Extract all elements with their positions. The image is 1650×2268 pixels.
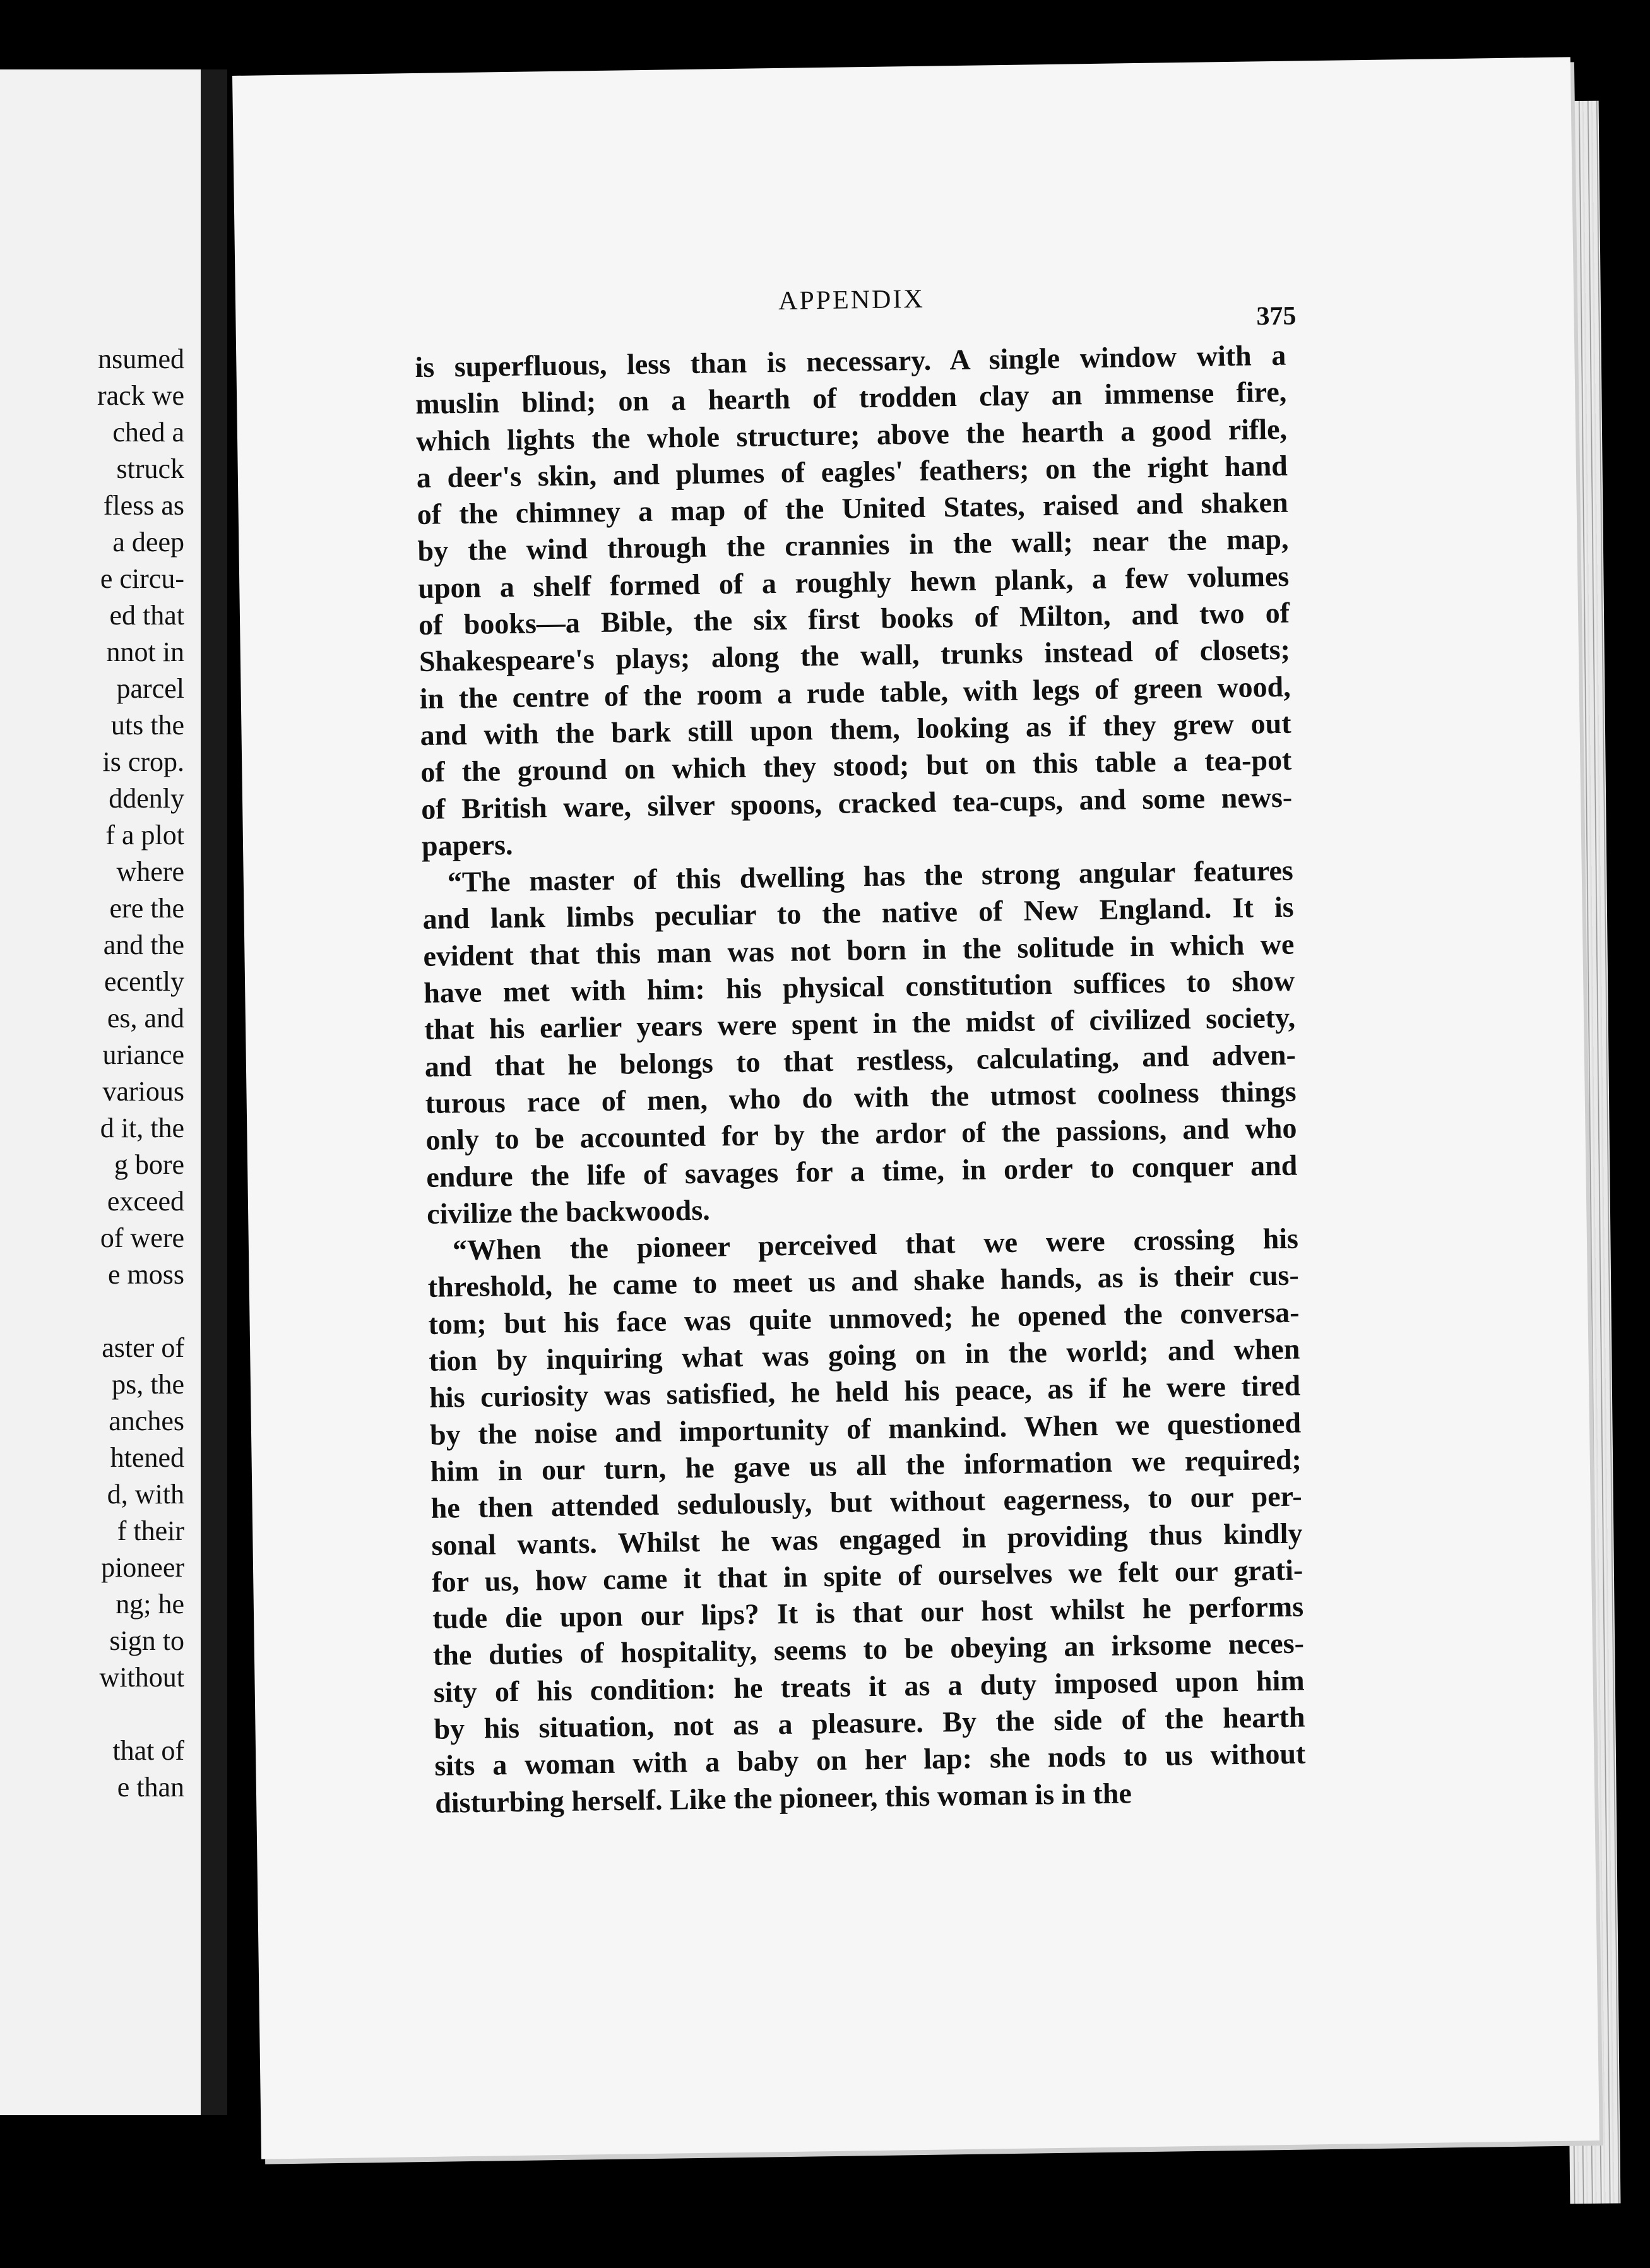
left-page-line: uts the: [110, 710, 184, 741]
text-line: of the chimney a map of the United States, raised and shaken: [417, 486, 1288, 531]
text-line: of books—a Bible, the six first books of Milton, and two of: [418, 596, 1290, 642]
text-line: “The master of this dwelling has the strong angular features: [447, 854, 1294, 898]
text-line: by his situation, not as a pleasure. By the side of the hearth: [434, 1700, 1305, 1745]
text-line: sity of his condition: he treats it as a duty imposed upon him: [433, 1664, 1305, 1709]
right-page: [232, 57, 1600, 2159]
left-page-line: es, and: [107, 1003, 184, 1034]
left-page-line: various: [102, 1076, 184, 1107]
text-line: which lights the whole structure; above the hearth a good rifle,: [415, 412, 1288, 457]
left-page-line: nnot in: [106, 636, 184, 667]
text-line: sonal wants. Whilst he was engaged in providing thus kindly: [431, 1517, 1303, 1561]
text-line: for us, how came it that in spite of ourselves we felt our grati-: [431, 1553, 1303, 1598]
left-page-line: [0, 1293, 184, 1330]
left-page-line: ere the: [109, 893, 184, 924]
left-page-line: e circu-: [100, 563, 184, 594]
left-page-line: of were: [100, 1222, 184, 1253]
left-page-line: e than: [117, 1772, 184, 1803]
text-line: have met with him: his physical constitution suffices to show: [423, 964, 1295, 1009]
left-page-line: g bore: [114, 1149, 184, 1180]
left-page-line: aster of: [102, 1332, 184, 1363]
text-line: muslin blind; on a hearth of trodden clay an immense fire,: [415, 376, 1287, 421]
left-page-line: is crop.: [102, 746, 184, 777]
left-page-line: parcel: [116, 673, 184, 704]
left-page-line: e moss: [108, 1259, 184, 1290]
text-line: of the ground on which they stood; but on this table a tea-pot: [420, 743, 1292, 789]
left-page-line: where: [116, 856, 184, 887]
text-line: only to be accounted for by the ardor of the passions, and who: [425, 1111, 1297, 1157]
text-line: threshold, he came to meet us and shake hands, as is their cus-: [427, 1259, 1300, 1304]
text-line: him in our turn, he gave us all the information we required;: [430, 1443, 1302, 1488]
left-page-text: [0, 341, 184, 1806]
left-page-line: nsumed: [98, 343, 184, 374]
left-page-line: pioneer: [101, 1552, 184, 1583]
text-line: and that he belongs to that restless, calculating, and adven-: [424, 1038, 1297, 1083]
left-page-line: d, with: [107, 1479, 184, 1510]
text-line: and with the bark still upon them, looking as if they grew out: [420, 707, 1291, 751]
text-line: upon a shelf formed of a roughly hewn plank, a few volumes: [417, 559, 1290, 604]
text-line: Shakespeare's plays; along the wall, trunks instead of closets;: [418, 633, 1291, 678]
text-line: tion by inquiring what was going on in the world; and when: [429, 1332, 1300, 1377]
left-page-line: ddenly: [109, 783, 184, 814]
left-page-line: ecently: [104, 966, 184, 997]
left-page-line: exceed: [107, 1186, 184, 1217]
body-text: [415, 337, 1306, 1822]
text-line: turous race of men, who do with the utmost coolness things: [425, 1075, 1297, 1119]
left-page-line: that of: [112, 1735, 184, 1766]
left-page-line: f their: [117, 1515, 184, 1546]
left-page-line: fless as: [103, 490, 184, 521]
running-head: APPENDIX: [778, 284, 925, 316]
page-number: 375: [1256, 301, 1297, 331]
text-line: and lank limbs peculiar to the native of New England. It is: [422, 891, 1294, 936]
left-page-line: htened: [110, 1442, 184, 1473]
text-line: endure the life of savages for a time, in order to conquer and: [426, 1149, 1298, 1193]
book-gutter: [201, 69, 227, 2115]
text-line: is superfluous, less than is necessary. A single window with a: [415, 338, 1286, 384]
text-line: by the wind through the crannies in the wall; near the map,: [417, 523, 1289, 568]
left-page: [0, 69, 201, 2115]
left-page-line: and the: [103, 929, 184, 960]
text-line: that his earlier years were spent in the midst of civilized society,: [424, 1001, 1296, 1046]
left-page-line: a deep: [112, 527, 184, 558]
left-page-line: ng; he: [116, 1589, 184, 1620]
text-line: by the noise and importunity of mankind. When we questioned: [429, 1406, 1302, 1451]
left-page-line: struck: [116, 453, 184, 484]
left-page-line: sign to: [109, 1625, 184, 1656]
text-line: sits a woman with a baby on her lap: she nods to us without: [434, 1737, 1306, 1782]
left-page-line: [0, 1696, 184, 1733]
text-line: his curiosity was satisfied, he held his peace, as if he were tired: [429, 1369, 1301, 1414]
text-line: he then attended sedulously, but without eagerness, to our per-: [430, 1479, 1302, 1525]
text-line: civilize the backwoods.: [426, 1193, 710, 1230]
left-page-line: d it, the: [100, 1113, 184, 1143]
text-line: a deer's skin, and plumes of eagles' feathers; on the right hand: [416, 449, 1288, 494]
text-line: tude die upon our lips? It is that our host whilst he performs: [432, 1590, 1304, 1635]
text-line: evident that this man was not born in the solitude in which we: [423, 928, 1295, 972]
left-page-line: f a plot: [105, 820, 184, 850]
text-line: papers.: [421, 828, 513, 862]
left-page-line: uriance: [102, 1039, 184, 1070]
text-line: in the centre of the room a rude table, with legs of green wood,: [419, 670, 1291, 715]
left-page-line: rack we: [97, 380, 184, 411]
left-page-line: ed that: [109, 600, 184, 631]
text-line: “When the pioneer perceived that we were crossing his: [452, 1222, 1299, 1267]
left-page-line: ps, the: [112, 1369, 184, 1400]
left-page-line: anches: [109, 1406, 184, 1436]
left-page-line: ched a: [112, 417, 184, 448]
text-line: of British ware, silver spoons, cracked tea-cups, and some news-: [420, 780, 1293, 825]
text-line: tom; but his face was quite unmoved; he opened the conversa-: [428, 1296, 1300, 1340]
left-page-line: without: [99, 1662, 184, 1693]
text-line: the duties of hospitality, seems to be obeying an irksome neces-: [432, 1626, 1305, 1672]
text-line: disturbing herself. Like the pioneer, this woman is in the: [434, 1776, 1132, 1819]
